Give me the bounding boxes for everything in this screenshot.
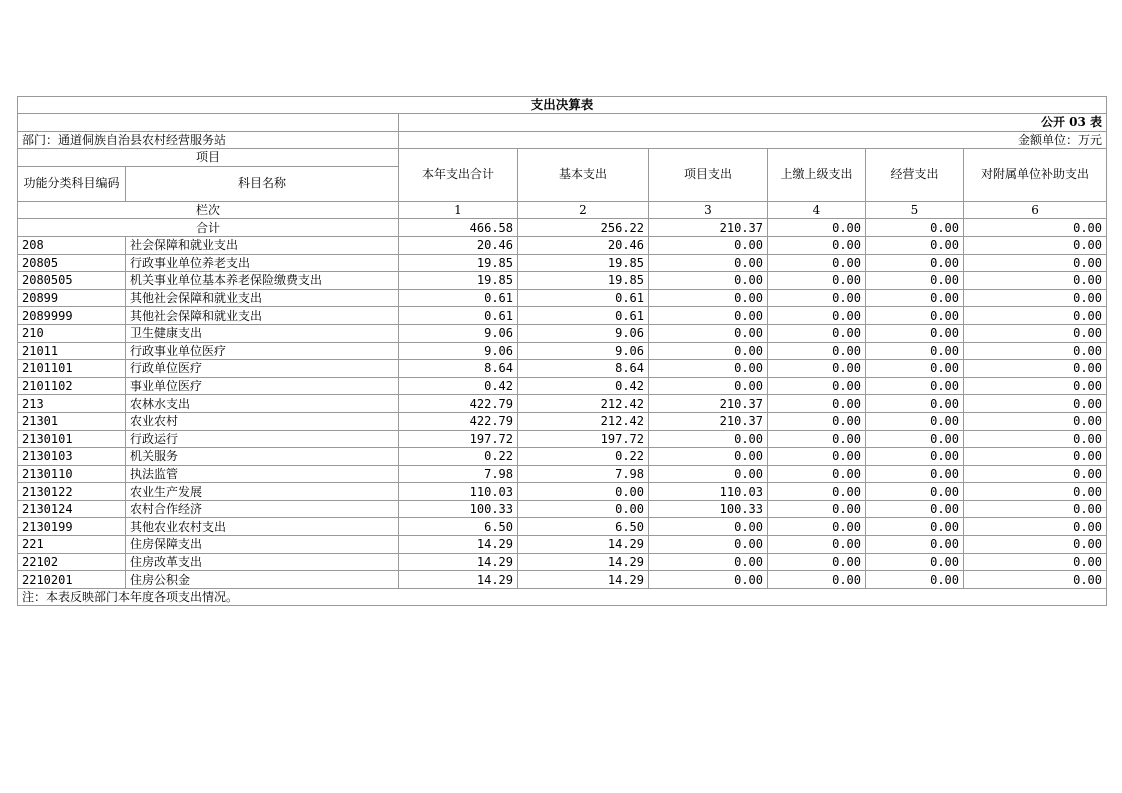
table-row: [18, 571, 1107, 589]
row-value: 0.22: [399, 448, 518, 466]
row-value: 422.79: [399, 412, 518, 430]
table-row: [18, 430, 1107, 448]
row-code: 2080505: [18, 272, 126, 290]
row-name: 社会保障和就业支出: [126, 236, 399, 254]
row-value: 0.00: [768, 272, 866, 290]
header-upper-level: 上缴上级支出: [768, 149, 866, 202]
row-value: 20.46: [399, 236, 518, 254]
row-code: 2089999: [18, 307, 126, 325]
table-row: [18, 236, 1107, 254]
row-value: 0.00: [649, 289, 768, 307]
table-row: [18, 518, 1107, 536]
table-row: [18, 536, 1107, 554]
row-value: 0.00: [768, 289, 866, 307]
row-value: 210.37: [649, 412, 768, 430]
row-value: 0.00: [866, 377, 964, 395]
table-row: [18, 360, 1107, 378]
row-value: 20.46: [518, 236, 649, 254]
row-value: 0.00: [649, 272, 768, 290]
row-value: 19.85: [399, 272, 518, 290]
table-row: [18, 377, 1107, 395]
column-index: 4: [768, 201, 866, 219]
table-row: [18, 465, 1107, 483]
row-value: 0.00: [768, 360, 866, 378]
row-value: 0.00: [768, 430, 866, 448]
row-value: 8.64: [399, 360, 518, 378]
row-value: 0.00: [649, 518, 768, 536]
row-name: 其他农业农村支出: [126, 518, 399, 536]
row-code: 208: [18, 236, 126, 254]
column-index-label: 栏次: [18, 201, 399, 219]
row-value: 110.03: [649, 483, 768, 501]
row-value: 0.00: [649, 360, 768, 378]
row-value: 0.00: [964, 272, 1107, 290]
row-value: 110.03: [399, 483, 518, 501]
row-value: 0.00: [768, 483, 866, 501]
row-value: 0.00: [649, 377, 768, 395]
row-name: 事业单位医疗: [126, 377, 399, 395]
total-value: 466.58: [399, 219, 518, 237]
row-value: 0.00: [964, 500, 1107, 518]
row-name: 农林水支出: [126, 395, 399, 413]
table-row: [18, 289, 1107, 307]
row-value: 0.61: [518, 289, 649, 307]
row-value: 0.00: [964, 324, 1107, 342]
row-value: 0.00: [866, 272, 964, 290]
row-value: 0.00: [964, 377, 1107, 395]
row-value: 0.00: [964, 465, 1107, 483]
row-value: 8.64: [518, 360, 649, 378]
row-code: 21011: [18, 342, 126, 360]
row-value: 14.29: [399, 553, 518, 571]
row-name: 其他社会保障和就业支出: [126, 289, 399, 307]
row-value: 0.00: [768, 324, 866, 342]
row-name: 行政运行: [126, 430, 399, 448]
row-value: 0.00: [866, 412, 964, 430]
row-value: 19.85: [518, 254, 649, 272]
row-name: 住房改革支出: [126, 553, 399, 571]
row-name: 其他社会保障和就业支出: [126, 307, 399, 325]
table-row: [18, 324, 1107, 342]
column-index: 2: [518, 201, 649, 219]
header-project: 项目: [18, 149, 399, 167]
row-value: 197.72: [518, 430, 649, 448]
table-row: [18, 483, 1107, 501]
row-value: 6.50: [518, 518, 649, 536]
row-code: 2130110: [18, 465, 126, 483]
row-value: 0.00: [964, 483, 1107, 501]
department-label: 部门：通道侗族自治县农村经营服务站: [18, 131, 399, 149]
row-value: 0.00: [768, 342, 866, 360]
header-project-expenditure: 项目支出: [649, 149, 768, 202]
table-row: [18, 307, 1107, 325]
row-value: 0.42: [518, 377, 649, 395]
row-value: 0.00: [866, 571, 964, 589]
row-value: 0.00: [768, 377, 866, 395]
row-code: 22102: [18, 553, 126, 571]
unit-label: 金额单位：万元: [399, 131, 1107, 149]
row-value: 19.85: [518, 272, 649, 290]
row-value: 0.00: [649, 553, 768, 571]
row-value: 0.00: [768, 571, 866, 589]
row-value: 14.29: [518, 553, 649, 571]
row-value: 0.00: [768, 448, 866, 466]
row-value: 0.00: [649, 571, 768, 589]
row-value: 0.42: [399, 377, 518, 395]
row-code: 210: [18, 324, 126, 342]
row-value: 0.00: [768, 553, 866, 571]
table-note: 注：本表反映部门本年度各项支出情况。: [18, 588, 1107, 606]
row-value: 0.00: [649, 536, 768, 554]
row-value: 0.00: [768, 236, 866, 254]
row-value: 0.00: [964, 289, 1107, 307]
row-value: 0.61: [518, 307, 649, 325]
table-row: [18, 553, 1107, 571]
column-index: 1: [399, 201, 518, 219]
table-row: [18, 342, 1107, 360]
row-value: 14.29: [399, 571, 518, 589]
row-value: 0.00: [649, 254, 768, 272]
row-value: 100.33: [399, 500, 518, 518]
row-value: 0.00: [964, 518, 1107, 536]
row-name: 机关服务: [126, 448, 399, 466]
row-value: 210.37: [649, 395, 768, 413]
table-row: [18, 412, 1107, 430]
row-value: 19.85: [399, 254, 518, 272]
row-value: 0.00: [768, 500, 866, 518]
total-value: 0.00: [964, 219, 1107, 237]
row-value: 7.98: [399, 465, 518, 483]
row-value: 0.00: [964, 553, 1107, 571]
row-value: 0.00: [866, 254, 964, 272]
row-code: 2101101: [18, 360, 126, 378]
header-operating: 经营支出: [866, 149, 964, 202]
row-value: 0.00: [649, 236, 768, 254]
row-value: 0.00: [518, 500, 649, 518]
row-code: 20805: [18, 254, 126, 272]
row-value: 9.06: [518, 342, 649, 360]
row-value: 0.00: [866, 536, 964, 554]
row-value: 14.29: [399, 536, 518, 554]
table-number: 公开 03 表: [399, 114, 1107, 132]
row-value: 0.00: [866, 289, 964, 307]
header-total: 本年支出合计: [399, 149, 518, 202]
row-value: 0.00: [866, 500, 964, 518]
row-value: 0.00: [649, 307, 768, 325]
row-code: 2101102: [18, 377, 126, 395]
row-value: 0.00: [866, 430, 964, 448]
row-value: 0.00: [866, 236, 964, 254]
row-value: 0.00: [866, 307, 964, 325]
row-name: 行政事业单位医疗: [126, 342, 399, 360]
row-name: 农业生产发展: [126, 483, 399, 501]
row-value: 0.00: [866, 483, 964, 501]
row-value: 0.00: [866, 324, 964, 342]
row-name: 农业农村: [126, 412, 399, 430]
row-name: 行政事业单位养老支出: [126, 254, 399, 272]
row-value: 0.00: [866, 342, 964, 360]
row-value: 0.61: [399, 307, 518, 325]
row-value: 14.29: [518, 571, 649, 589]
row-value: 9.06: [518, 324, 649, 342]
row-value: 0.00: [768, 254, 866, 272]
row-value: 0.00: [866, 395, 964, 413]
table-title: 支出决算表: [18, 97, 1107, 114]
table-row: [18, 395, 1107, 413]
row-value: 0.00: [866, 553, 964, 571]
row-value: 9.06: [399, 342, 518, 360]
total-label: 合计: [18, 219, 399, 237]
header-subsidy: 对附属单位补助支出: [964, 149, 1107, 202]
row-value: 0.00: [649, 324, 768, 342]
row-value: 0.00: [866, 465, 964, 483]
row-code: 2210201: [18, 571, 126, 589]
row-value: 0.00: [768, 518, 866, 536]
row-value: 0.00: [768, 465, 866, 483]
row-value: 0.00: [866, 518, 964, 536]
header-name: 科目名称: [126, 166, 399, 201]
row-value: 0.00: [964, 412, 1107, 430]
row-value: 422.79: [399, 395, 518, 413]
row-value: 14.29: [518, 536, 649, 554]
total-value: 0.00: [768, 219, 866, 237]
row-value: 197.72: [399, 430, 518, 448]
row-name: 机关事业单位基本养老保险缴费支出: [126, 272, 399, 290]
table-row: [18, 500, 1107, 518]
row-value: 0.00: [649, 465, 768, 483]
row-code: 2130101: [18, 430, 126, 448]
row-name: 行政单位医疗: [126, 360, 399, 378]
row-value: 0.00: [964, 254, 1107, 272]
row-code: 2130199: [18, 518, 126, 536]
row-name: 住房保障支出: [126, 536, 399, 554]
row-value: 0.00: [649, 430, 768, 448]
row-value: 6.50: [399, 518, 518, 536]
row-name: 执法监管: [126, 465, 399, 483]
row-code: 221: [18, 536, 126, 554]
row-value: 0.00: [649, 448, 768, 466]
column-index: 5: [866, 201, 964, 219]
column-index: 3: [649, 201, 768, 219]
row-value: 212.42: [518, 412, 649, 430]
row-name: 住房公积金: [126, 571, 399, 589]
row-value: 0.00: [964, 536, 1107, 554]
row-code: 2130103: [18, 448, 126, 466]
table-row: [18, 448, 1107, 466]
table-row: [18, 272, 1107, 290]
header-code: 功能分类科目编码: [18, 166, 126, 201]
header-basic: 基本支出: [518, 149, 649, 202]
table-row: [18, 254, 1107, 272]
row-name: 农村合作经济: [126, 500, 399, 518]
row-value: 0.61: [399, 289, 518, 307]
row-value: 0.00: [518, 483, 649, 501]
row-value: 0.00: [866, 448, 964, 466]
expenditure-table: [17, 96, 1107, 606]
row-value: 0.00: [768, 412, 866, 430]
expenditure-sheet: [17, 96, 1106, 606]
row-value: 0.00: [964, 307, 1107, 325]
row-value: 0.00: [964, 430, 1107, 448]
row-value: 0.00: [964, 448, 1107, 466]
row-value: 0.00: [768, 536, 866, 554]
row-code: 20899: [18, 289, 126, 307]
row-value: 7.98: [518, 465, 649, 483]
row-value: 0.00: [866, 360, 964, 378]
row-value: 0.00: [649, 342, 768, 360]
row-value: 0.00: [964, 236, 1107, 254]
total-value: 256.22: [518, 219, 649, 237]
row-code: 2130122: [18, 483, 126, 501]
row-value: 0.00: [964, 395, 1107, 413]
row-code: 21301: [18, 412, 126, 430]
row-value: 0.22: [518, 448, 649, 466]
total-value: 0.00: [866, 219, 964, 237]
row-value: 100.33: [649, 500, 768, 518]
total-row: [18, 219, 1107, 237]
row-name: 卫生健康支出: [126, 324, 399, 342]
row-code: 213: [18, 395, 126, 413]
column-index: 6: [964, 201, 1107, 219]
total-value: 210.37: [649, 219, 768, 237]
row-value: 0.00: [768, 395, 866, 413]
row-value: 0.00: [964, 571, 1107, 589]
row-value: 9.06: [399, 324, 518, 342]
row-value: 0.00: [964, 360, 1107, 378]
row-value: 0.00: [964, 342, 1107, 360]
row-value: 0.00: [768, 307, 866, 325]
row-code: 2130124: [18, 500, 126, 518]
row-value: 212.42: [518, 395, 649, 413]
